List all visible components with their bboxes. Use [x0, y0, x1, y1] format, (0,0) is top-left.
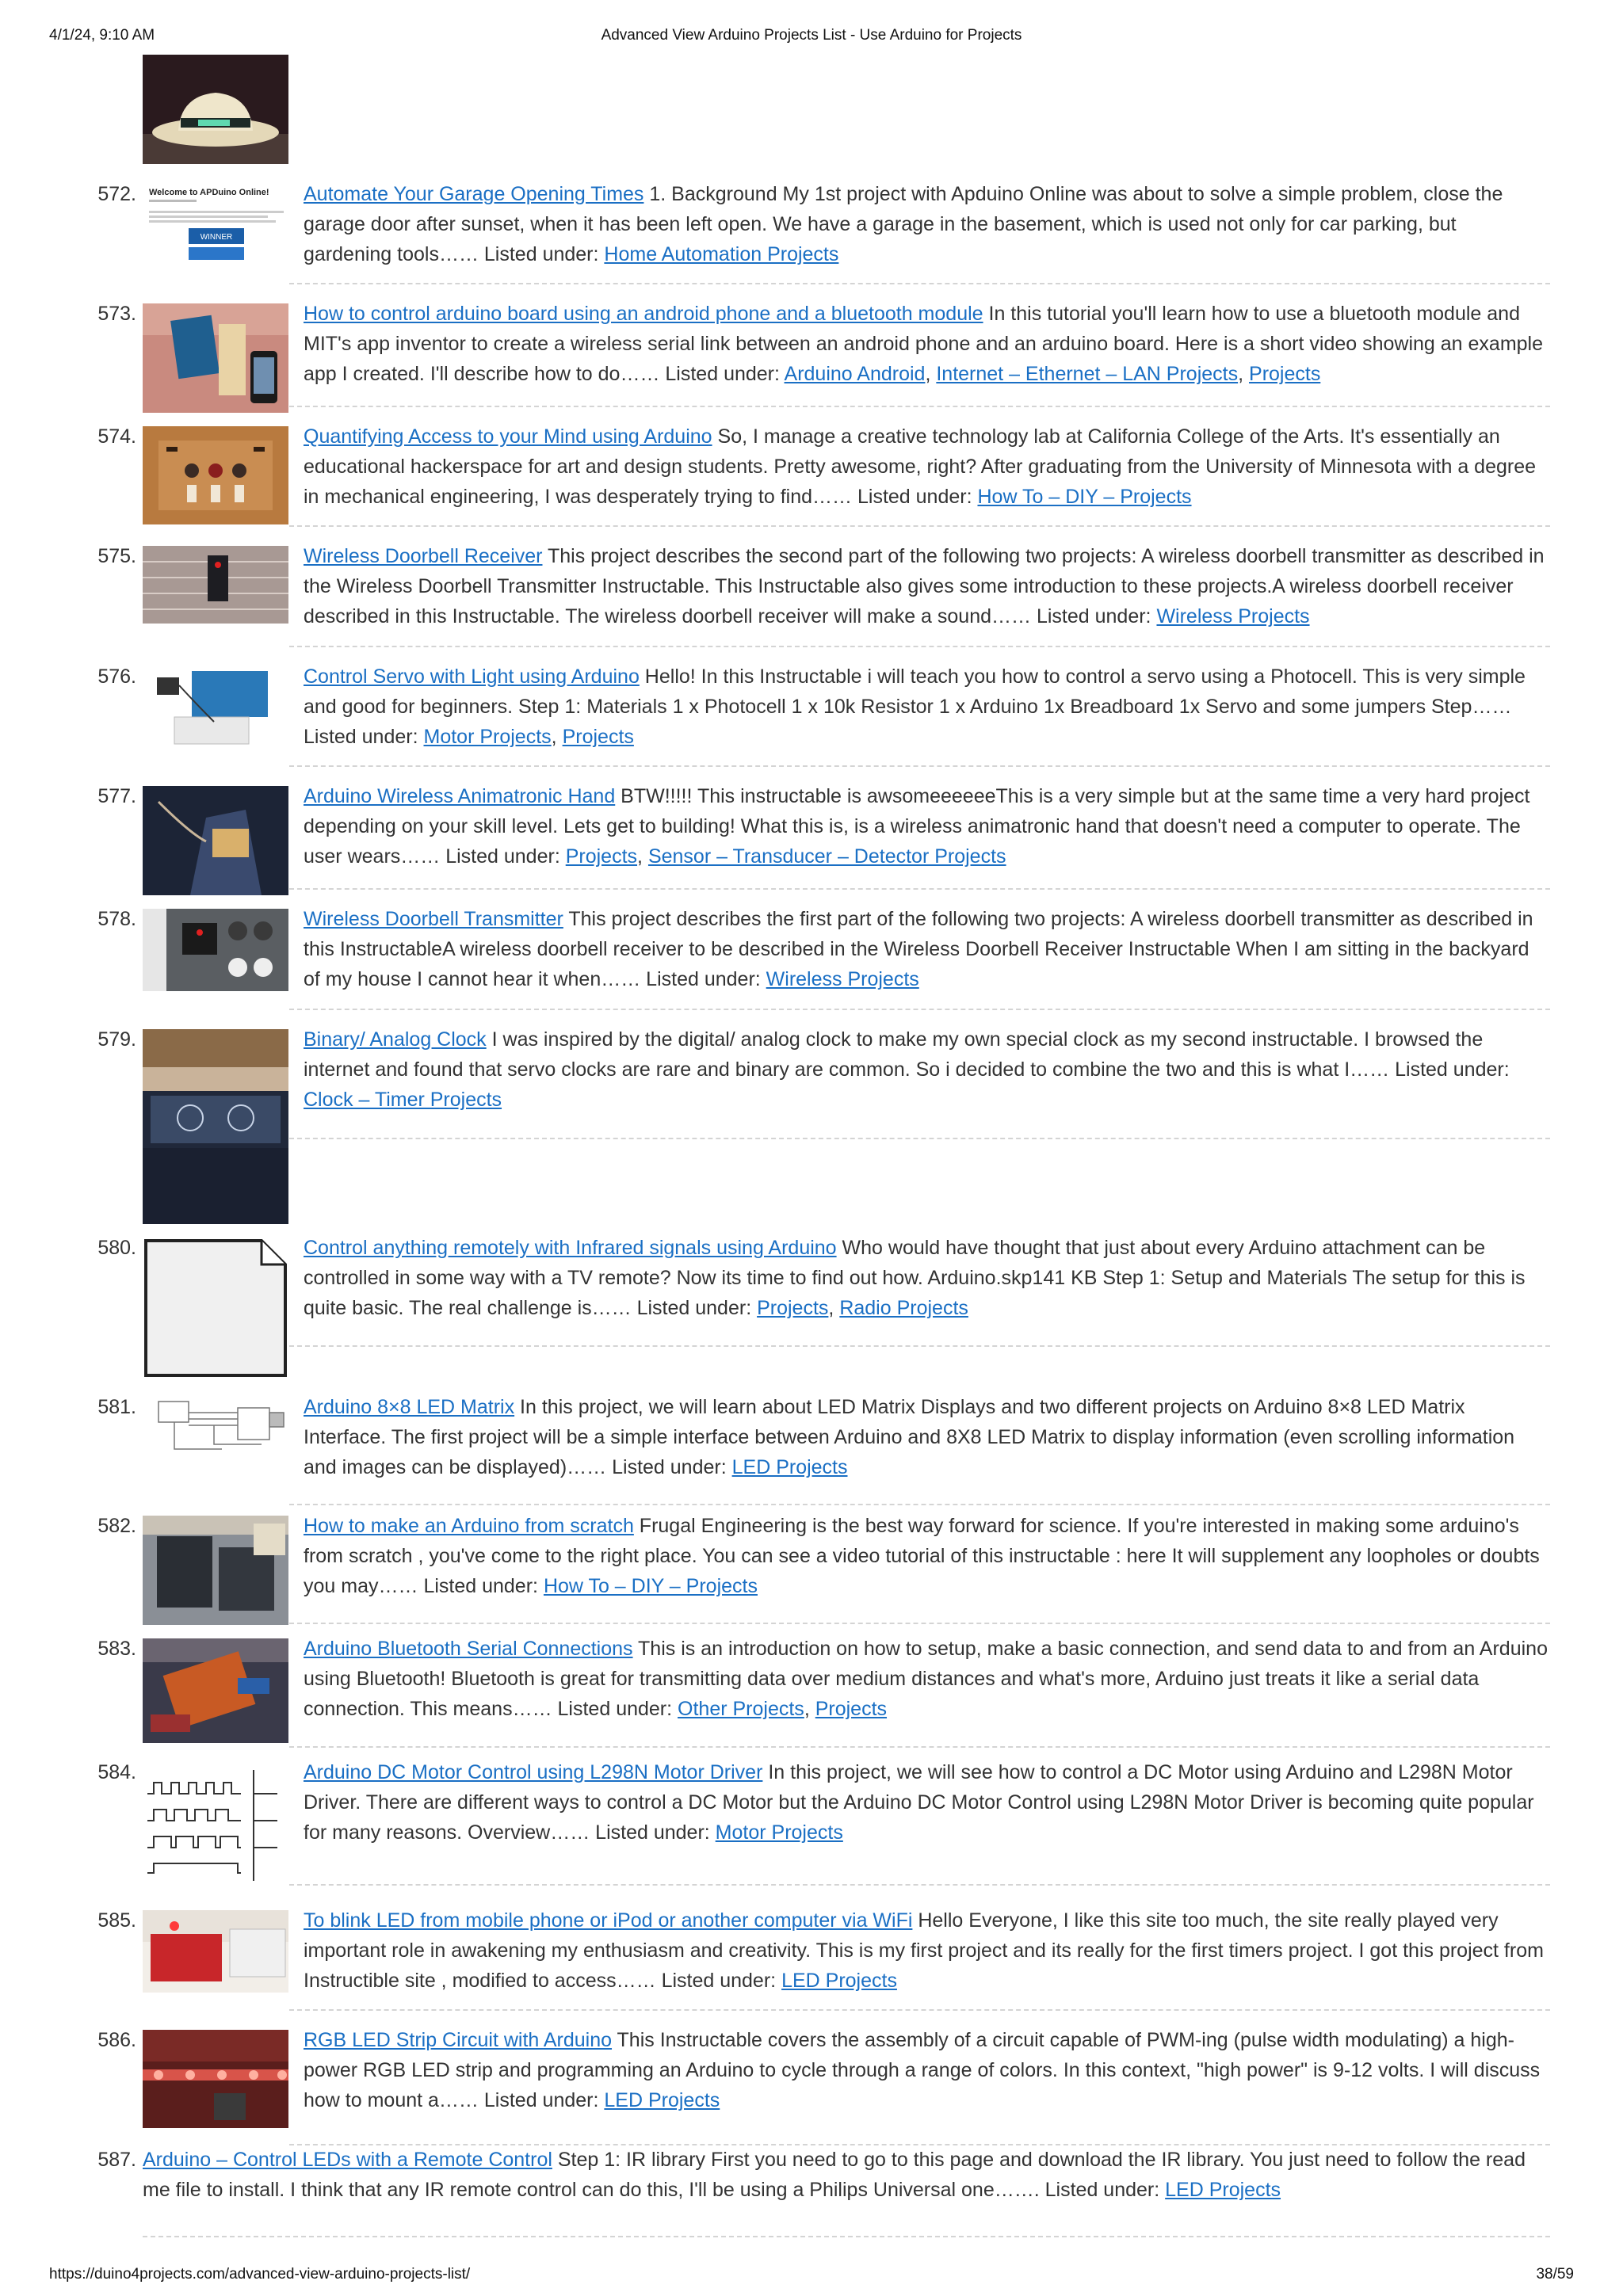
item-description: Arduino – Control LEDs with a Remote Control Step 1: IR library First you need to go to this page and download the IR library. You just need to follow the read me file to install. I think that any IR remote control can do this, I'll be using a Philips Universal one……. Listed under: LED Projects — [143, 2149, 1526, 2201]
print-url: https://duino4projects.com/advanced-view-arduino-projects-list/ — [49, 2266, 471, 2283]
project-link[interactable]: Quantifying Access to your Mind using Arduino — [304, 425, 712, 448]
item-description: To blink LED from mobile phone or iPod or another computer via WiFi Hello Everyone, I like this site too much, the site really played very important role in awakening my enthusiasm and creativity. This is my first project and its really for the first timers project. I got this project from Instructible site , modified to access…… Listed under: LED Projects — [304, 1909, 1544, 1992]
item-description: Arduino Bluetooth Serial Connections This is an introduction on how to setup, make a basic connection, and send data to and from an Arduino using Bluetooth! Bluetooth is great for transmitting data over medium distances and what's more, Arduino just treats it like a serial data connection. This means…… Listed under: Other Projects, Projects — [304, 1638, 1548, 1720]
item-number: 584. — [97, 1761, 136, 1783]
item-description: Automate Your Garage Opening Times 1. Background My 1st project with Apduino Online was about to solve a simple problem, close the garage door after sunset, when it has been left open. We have a garage in the basement, which is used not only for car parking, but gardening tools…… Listed under: Home Automation Projects — [304, 183, 1503, 265]
item-description: Arduino Wireless Animatronic Hand BTW!!!!! This instructable is awsomeeeeeeThis is a very simple but at the same time a very hard project depending on your skill level. Lets get to building! What this is, is a wireless animatronic hand that doesn't need a computer to operate. The user wears…… Listed under: Projects, Sensor – Transducer – Detector Projects — [304, 785, 1530, 868]
item-separator — [289, 283, 1550, 284]
project-link[interactable]: Wireless Doorbell Transmitter — [304, 908, 563, 930]
category-link[interactable]: Radio Projects — [839, 1297, 968, 1319]
category-link[interactable]: Motor Projects — [423, 726, 552, 748]
category-link[interactable]: Arduino Android — [784, 363, 926, 385]
item-description: Arduino DC Motor Control using L298N Motor Driver In this project, we will see how to control a DC Motor using Arduino and L298N Motor Driver. There are different ways to control a DC Motor but the Arduino DC Motor Control using L298N Motor Driver is becoming quite popular for many reasons. Overview…… Listed under: Motor Projects — [304, 1761, 1534, 1844]
item-separator — [143, 2236, 1550, 2237]
project-link[interactable]: Arduino DC Motor Control using L298N Motor Driver — [304, 1761, 763, 1783]
project-link[interactable]: Control anything remotely with Infrared signals using Arduino — [304, 1237, 837, 1259]
category-link[interactable]: Wireless Projects — [766, 968, 919, 990]
item-number: 575. — [97, 545, 136, 567]
print-page-title: Advanced View Arduino Projects List - Use Arduino for Projects — [601, 27, 1022, 44]
project-link[interactable]: Arduino – Control LEDs with a Remote Control — [143, 2149, 552, 2171]
item-description: Wireless Doorbell Transmitter This project describes the first part of the following two projects: A wireless doorbell transmitter as described in this InstructableA wireless doorbell receiver to be described in the Wireless Doorbell Receiver Instructable When I am sitting in the backyard of my house I cannot hear it when…… Listed under: Wireless Projects — [304, 908, 1533, 990]
blank-file-thumbnail[interactable] — [143, 1238, 288, 1380]
project-link[interactable]: Wireless Doorbell Receiver — [304, 545, 543, 567]
category-link[interactable]: Home Automation Projects — [604, 243, 839, 265]
item-number: 586. — [97, 2029, 136, 2051]
category-link[interactable]: LED Projects — [604, 2089, 720, 2111]
item-description: Quantifying Access to your Mind using Arduino So, I manage a creative technology lab at California College of the Arts. It's essentially an educational hackerspace for art and design students. Pretty awesome, right? After graduating from the University of Minnesota with a degree in mechanical engineering, I was desperately trying to find…… Listed under: How To – DIY – Projects — [304, 425, 1537, 508]
category-link[interactable]: Motor Projects — [715, 1821, 843, 1844]
item-separator — [289, 1138, 1550, 1139]
print-datetime: 4/1/24, 9:10 AM — [49, 27, 155, 44]
item-number: 574. — [97, 425, 136, 448]
ic-chips-thumbnail[interactable] — [143, 1516, 288, 1625]
project-link[interactable]: Arduino Wireless Animatronic Hand — [304, 785, 616, 807]
print-page-number: 38/59 — [1536, 2266, 1574, 2283]
item-number: 581. — [97, 1396, 136, 1418]
category-link[interactable]: Projects — [1249, 363, 1321, 385]
doorbell-transmitter-thumbnail[interactable] — [143, 909, 288, 991]
item-separator — [289, 1746, 1550, 1748]
pwm-waveform-thumbnail[interactable] — [143, 1762, 288, 1889]
item-description: Arduino 8×8 LED Matrix In this project, we will learn about LED Matrix Displays and two different projects on Arduino 8×8 LED Matrix Interface. The first project will be a simple interface between Arduino and 8X8 LED Matrix to display information (even scrolling information and images can be displayed)…… Listed under: LED Projects — [304, 1396, 1515, 1478]
category-link[interactable]: How To – DIY – Projects — [977, 486, 1192, 508]
item-description: How to make an Arduino from scratch Frugal Engineering is the best way forward for science. If you're interested in making some arduino's from scratch , you've come to the right place. You can see a video tutorial of this instructable : here It will supplement any loopholes or doubts you may…… Listed under: How To – DIY – Projects — [304, 1515, 1540, 1597]
item-separator — [289, 765, 1550, 767]
item-number: 585. — [97, 1909, 136, 1932]
rgb-led-strip-thumbnail[interactable] — [143, 2030, 288, 2128]
item-separator — [289, 1345, 1550, 1347]
project-link[interactable]: To blink LED from mobile phone or iPod or another computer via WiFi — [304, 1909, 913, 1932]
category-link[interactable]: Wireless Projects — [1156, 605, 1310, 627]
item-description: Wireless Doorbell Receiver This project describes the second part of the following two projects: A wireless doorbell transmitter as described in the Wireless Doorbell Transmitter Instructable. This Instructable also gives some introduction to these projects.A wireless doorbell receiver described in this Instructable. The wireless doorbell receiver will make a sound…… Listed under: Wireless Projects — [304, 545, 1545, 627]
item-number: 577. — [97, 785, 136, 807]
category-link[interactable]: LED Projects — [1165, 2179, 1281, 2201]
item-number: 583. — [97, 1638, 136, 1660]
category-link[interactable]: Internet – Ethernet – LAN Projects — [936, 363, 1239, 385]
item-description: How to control arduino board using an android phone and a bluetooth module In this tutorial you'll learn how to use a bluetooth module and MIT's app inventor to create a wireless serial link between an android phone and an arduino board. Here is a short video showing an example app I created. I'll describe how to do…… Listed under: Arduino Android, Internet – Ethernet – LAN Projects, Projects — [304, 303, 1544, 385]
binary-clock-thumbnail[interactable] — [143, 1029, 288, 1224]
item-number: 572. — [97, 183, 136, 205]
project-link[interactable]: Automate Your Garage Opening Times — [304, 183, 644, 205]
item-number: 587. — [97, 2149, 136, 2171]
category-link[interactable]: Other Projects — [678, 1698, 804, 1720]
item-number: 579. — [97, 1028, 136, 1051]
category-link[interactable]: LED Projects — [781, 1970, 897, 1992]
thumb-welcome-text: Welcome to APDuino Online! — [149, 188, 269, 197]
project-link[interactable]: Arduino 8×8 LED Matrix — [304, 1396, 515, 1418]
item-description: Binary/ Analog Clock I was inspired by the digital/ analog clock to make my own special clock as my second instructable. I browsed the internet and found that servo clocks are rare and binary are common. So i decided to combine the two and this is what I…… Listed under: Clock – Timer Projects — [304, 1028, 1510, 1111]
doorbell-receiver-thumbnail[interactable] — [143, 546, 288, 624]
category-link[interactable]: LED Projects — [731, 1456, 848, 1478]
category-link[interactable]: How To – DIY – Projects — [543, 1575, 758, 1597]
servo-light-thumbnail[interactable] — [143, 666, 288, 749]
item-number: 576. — [97, 666, 136, 688]
item-separator — [289, 525, 1550, 527]
project-link[interactable]: How to make an Arduino from scratch — [304, 1515, 634, 1537]
bluetooth-board-thumbnail[interactable] — [143, 1638, 288, 1743]
category-link[interactable]: Projects — [815, 1698, 888, 1720]
apduino-welcome-thumbnail[interactable] — [143, 184, 288, 269]
item-separator — [289, 1623, 1550, 1624]
item-separator — [289, 888, 1550, 890]
item-separator — [289, 2009, 1550, 2011]
item-description: Control Servo with Light using Arduino Hello! In this Instructable i will teach you how to control a servo using a Photocell. This is very simple and good for beginners. Step 1: Materials 1 x Photocell 1 x 10k Resistor 1 x Arduino 1x Breadboard 1x Servo and some jumpers Step…… Listed under: Motor Projects, Projects — [304, 666, 1526, 748]
thumb-winner-text: WINNER — [200, 233, 233, 242]
item-number: 573. — [97, 303, 136, 325]
item-description: RGB LED Strip Circuit with Arduino This Instructable covers the assembly of a circuit capable of PWM-ing (pulse width modulating) a high-power RGB LED strip and programming an Arduino to cycle through a range of colors. In this context, "high power" is 9-12 volts. I will discuss how to mount a…… Listed under: LED Projects — [304, 2029, 1541, 2111]
item-number: 580. — [97, 1237, 136, 1259]
category-link[interactable]: Projects — [757, 1297, 829, 1319]
item-separator — [289, 646, 1550, 647]
category-link[interactable]: Sensor – Transducer – Detector Projects — [647, 845, 1006, 868]
animatronic-hand-thumbnail[interactable] — [143, 786, 288, 895]
item-separator — [289, 1009, 1550, 1010]
project-link[interactable]: RGB LED Strip Circuit with Arduino — [304, 2029, 613, 2051]
project-link[interactable]: How to control arduino board using an android phone and a bluetooth module — [304, 303, 983, 325]
led-matrix-thumbnail[interactable] — [143, 1397, 288, 1460]
item-separator — [289, 1884, 1550, 1886]
wifi-led-thumbnail[interactable] — [143, 1910, 288, 1993]
item-separator — [289, 406, 1550, 407]
project-link[interactable]: Control Servo with Light using Arduino — [304, 666, 640, 688]
category-link[interactable]: Clock – Timer Projects — [304, 1089, 502, 1111]
android-phone-arduino-thumbnail[interactable] — [143, 303, 288, 413]
item-description: Control anything remotely with Infrared signals using Arduino Who would have thought that just about every Arduino attachment can be controlled in some way with a TV remote? Now its time to find out how. Arduino.skp141 KB Step 1: Setup and Materials The setup for this is quite basic. The real challenge is…… Listed under: Projects, Radio Projects — [304, 1237, 1526, 1319]
project-link[interactable]: Binary/ Analog Clock — [304, 1028, 487, 1051]
item-number: 582. — [97, 1515, 136, 1537]
category-link[interactable]: Projects — [562, 726, 634, 748]
item-number: 578. — [97, 908, 136, 930]
print-footer — [0, 2266, 1623, 2290]
category-link[interactable]: Projects — [565, 845, 638, 868]
wooden-box-thumbnail[interactable] — [143, 426, 288, 524]
project-link[interactable]: Arduino Bluetooth Serial Connections — [304, 1638, 633, 1660]
item-separator — [289, 1504, 1550, 1505]
